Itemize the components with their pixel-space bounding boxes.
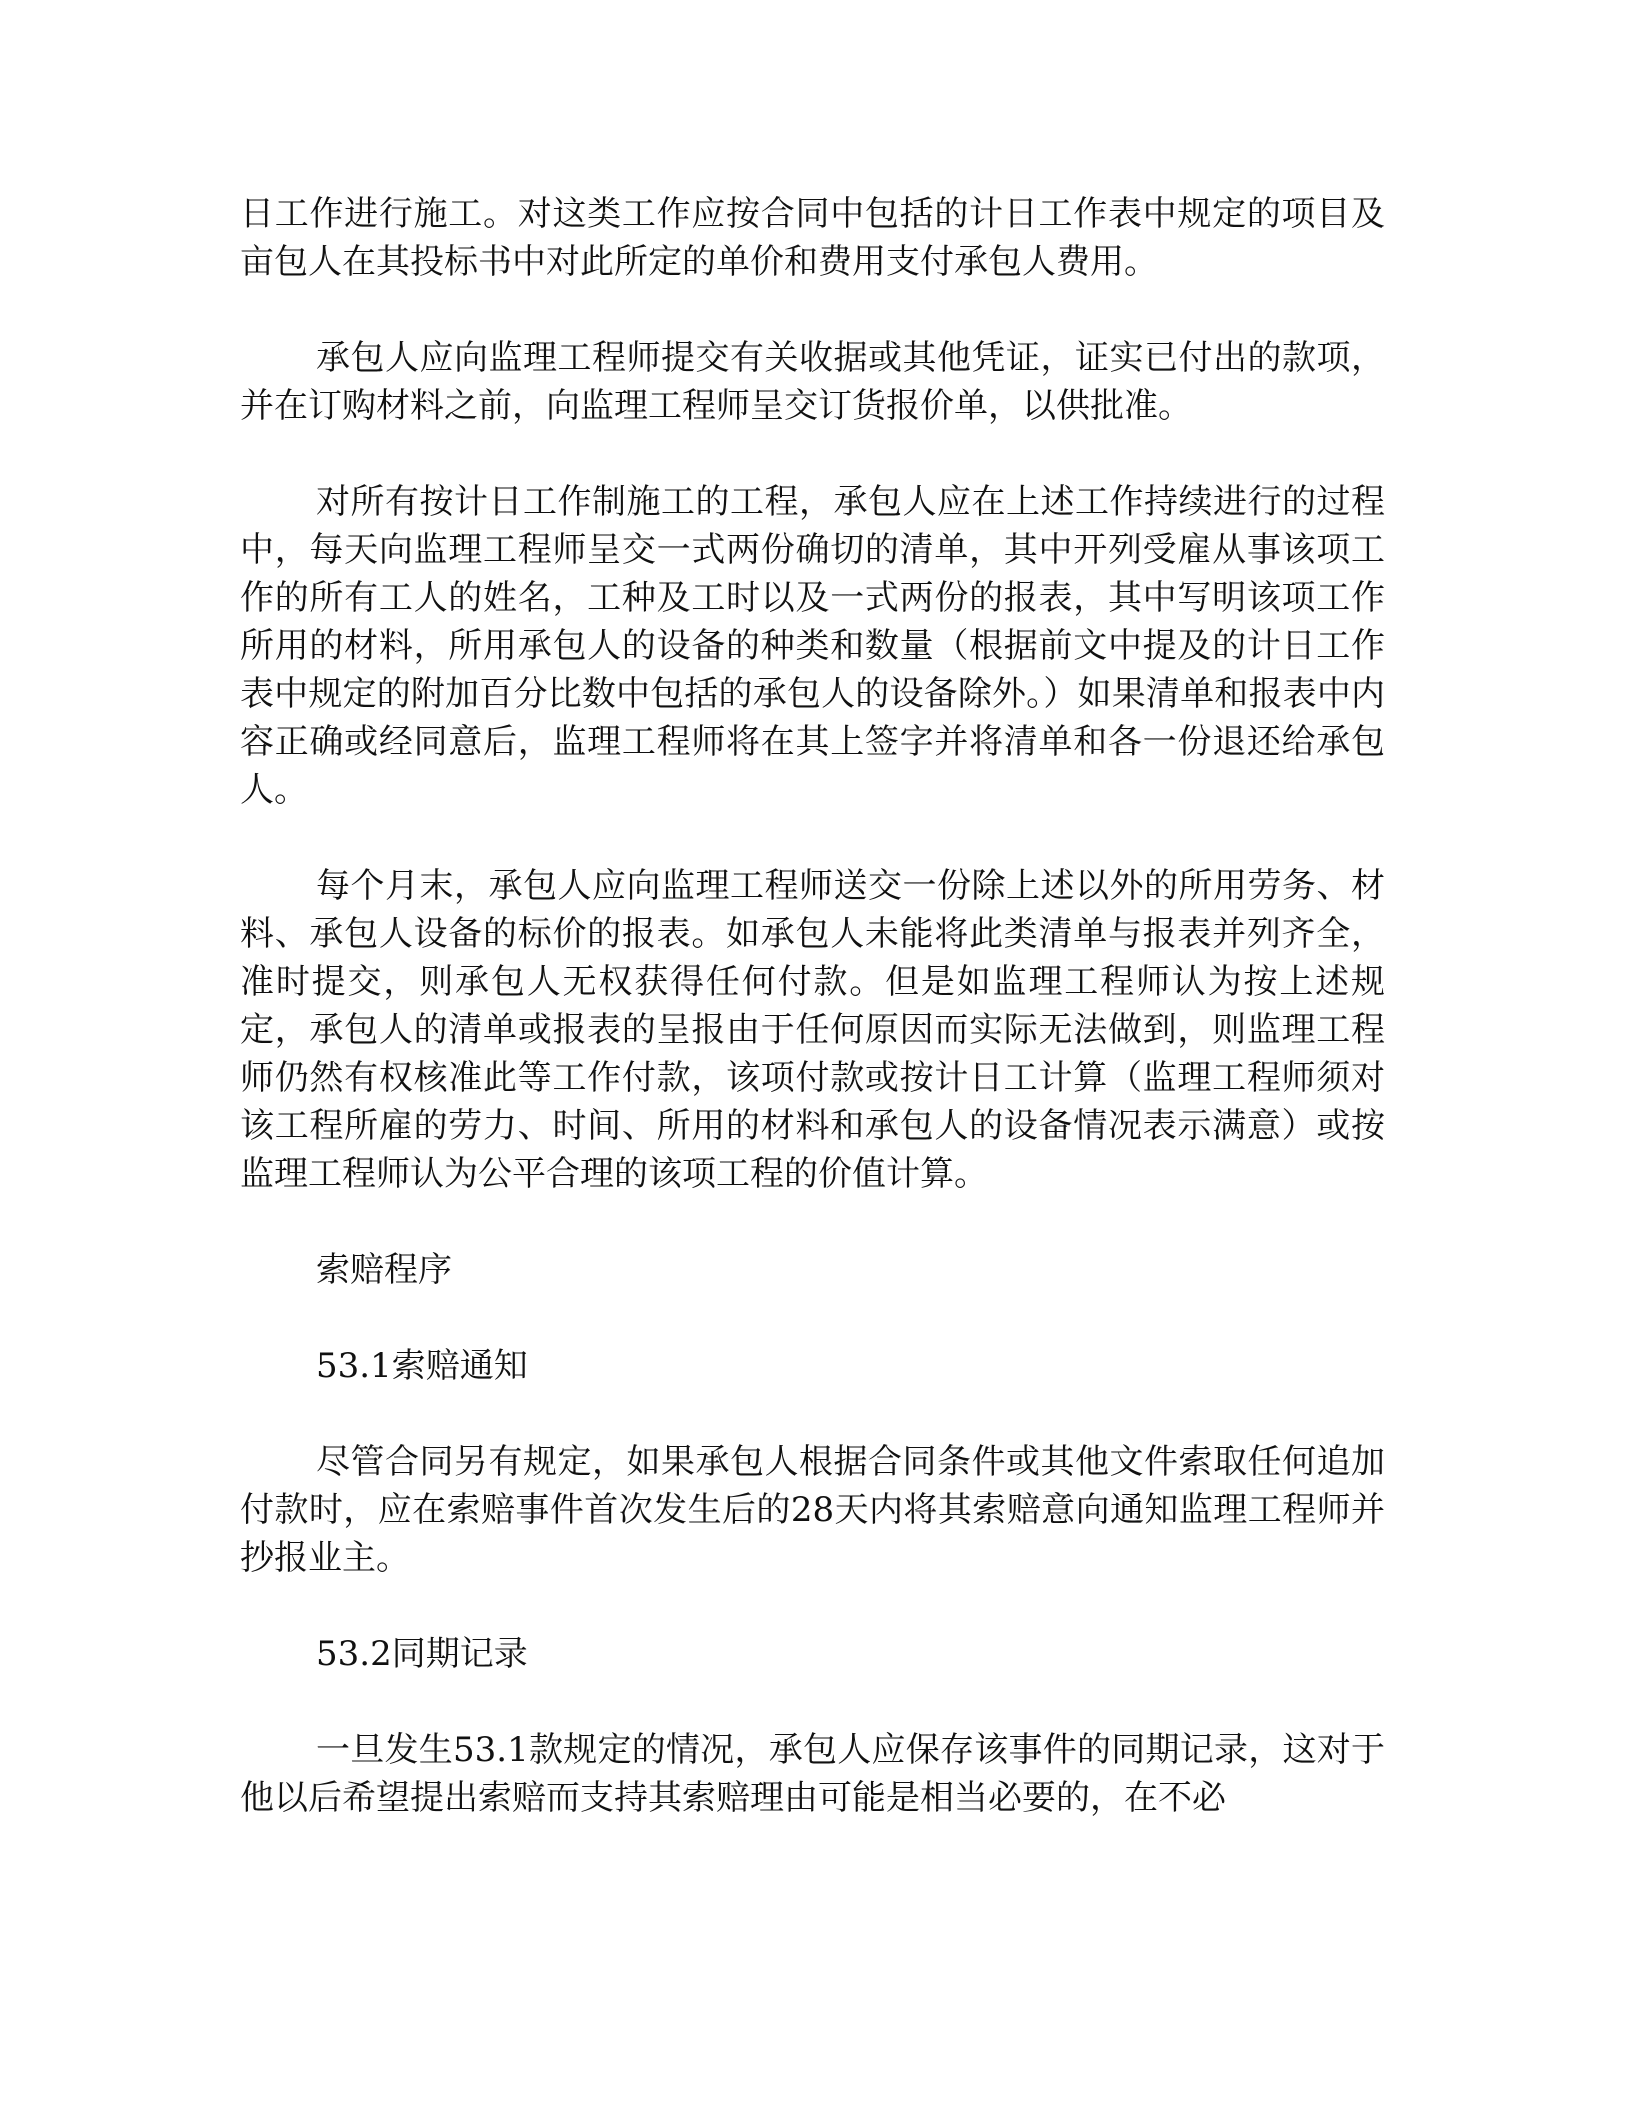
paragraph-contemporary-records: 一旦发生53.1款规定的情况，承包人应保存该事件的同期记录，这对于他以后希望提出索赔而支持其索赔理由可能是相当必要的，在不必	[240, 1730, 1385, 1818]
section-heading-claims-procedure: 索赔程序	[316, 1250, 452, 1290]
paragraph-continuation: 日工作进行施工。对这类工作应按合同中包括的计日工作表中规定的项目及亩包人在其投标书中对此所定的单价和费用支付承包人费用。	[240, 194, 1385, 282]
section-heading-53-1: 53.1索赔通知	[316, 1346, 528, 1386]
paragraph-monthly-statement: 每个月末，承包人应向监理工程师送交一份除上述以外的所用劳务、材料、承包人设备的标价的报表。如承包人未能将此类清单与报表并列齐全，准时提交，则承包人无权获得任何付款。但是如监理工程师认为按上述规定，承包人的清单或报表的呈报由于任何原因而实际无法做到，则监理工程师仍然有权核准此等工作付款，该项付款或按计日工计算（监理工程师须对该工程所雇的劳力、时间、所用的材料和承包人的设备情况表示满意）或按监理工程师认为公平合理的该项工程的价值计算。	[240, 866, 1385, 1194]
document-body	[240, 190, 1385, 1870]
paragraph-receipts: 承包人应向监理工程师提交有关收据或其他凭证，证实已付出的款项，并在订购材料之前，向监理工程师呈交订货报价单，以供批准。	[240, 338, 1385, 426]
section-heading-53-2: 53.2同期记录	[316, 1634, 528, 1674]
paragraph-daywork-lists: 对所有按计日工作制施工的工程，承包人应在上述工作持续进行的过程中，每天向监理工程师呈交一式两份确切的清单，其中开列受雇从事该项工作的所有工人的姓名，工种及工时以及一式两份的报表，其中写明该项工作所用的材料，所用承包人的设备的种类和数量（根据前文中提及的计日工作表中规定的附加百分比数中包括的承包人的设备除外。）如果清单和报表中内容正确或经同意后，监理工程师将在其上签字并将清单和各一份退还给承包人。	[240, 482, 1385, 810]
paragraph-claim-notice: 尽管合同另有规定，如果承包人根据合同条件或其他文件索取任何追加付款时，应在索赔事件首次发生后的28天内将其索赔意向通知监理工程师并抄报业主。	[240, 1442, 1385, 1578]
